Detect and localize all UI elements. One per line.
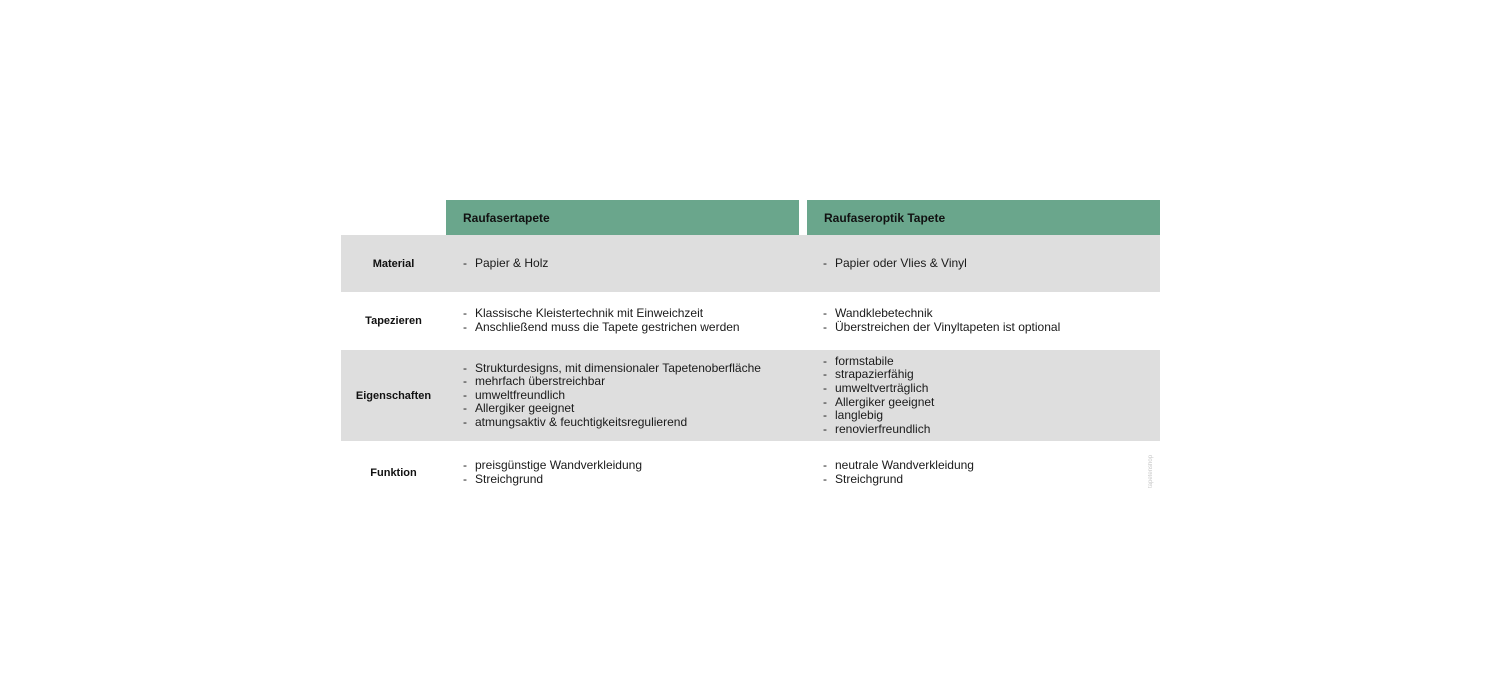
eigenschaften-raufaseroptik-cell <box>823 350 1153 441</box>
bullet-dash: - <box>823 408 827 423</box>
bullet-dash: - <box>823 367 827 382</box>
bullet-dash: - <box>823 458 827 473</box>
list-item-text: strapazierfähig <box>835 367 914 382</box>
bullet-dash: - <box>823 306 827 321</box>
bullet-dash: - <box>463 401 467 416</box>
list-item-text: Streichgrund <box>835 472 904 486</box>
table-header-row <box>341 200 1160 235</box>
list-item-text: umweltverträglich <box>835 380 929 395</box>
list-item-text: Anschließend muss die Tapete gestrichen werden <box>475 320 740 334</box>
bullet-dash: - <box>823 421 827 436</box>
comparison-table <box>341 200 1160 505</box>
tapezieren-raufaseroptik-cell <box>823 292 1153 350</box>
table-row-funktion <box>341 441 1160 505</box>
table-row-eigenschaften <box>341 350 1160 441</box>
material-raufaseroptik-cell <box>823 235 1153 292</box>
list-item <box>823 368 1153 382</box>
list-item <box>823 321 1153 335</box>
bullet-dash: - <box>823 394 827 409</box>
funktion-raufaseroptik-cell <box>823 441 1153 505</box>
funktion-raufaser-cell <box>463 441 803 505</box>
list-item <box>823 257 1153 271</box>
list-item-text: formstabile <box>835 353 894 368</box>
list-item-text: Strukturdesigns, mit dimensionaler Tapetenoberfläche <box>475 360 761 375</box>
watermark: tapetenshop <box>1148 454 1154 488</box>
list-item <box>823 459 1153 473</box>
bullet-dash: - <box>463 387 467 402</box>
list-item <box>823 382 1153 396</box>
tapezieren-raufaser-cell <box>463 292 803 350</box>
bullet-dash: - <box>823 353 827 368</box>
list-item-text: Papier oder Vlies & Vinyl <box>835 255 967 270</box>
list-item-text: preisgünstige Wandverkleidung <box>475 458 642 473</box>
list-item-text: Allergiker geeignet <box>475 401 575 416</box>
list-item-text: atmungsaktiv & feuchtigkeitsregulierend <box>475 414 688 429</box>
list-item <box>463 307 803 321</box>
row-label-funktion: Funktion <box>370 467 417 479</box>
table-row-material <box>341 235 1160 292</box>
list-item <box>823 355 1153 369</box>
list-item <box>823 423 1153 437</box>
bullet-dash: - <box>823 472 827 486</box>
material-raufaser-cell <box>463 235 803 292</box>
list-item <box>463 473 803 487</box>
list-item <box>823 307 1153 321</box>
eigenschaften-raufaser-cell <box>463 350 803 441</box>
table-row-tapezieren <box>341 292 1160 350</box>
list-item <box>463 389 803 403</box>
bullet-dash: - <box>823 320 827 334</box>
list-item <box>823 396 1153 410</box>
list-item-text: Klassische Kleistertechnik mit Einweichzeit <box>475 306 704 321</box>
row-label-material: Material <box>372 257 415 270</box>
bullet-dash: - <box>463 255 467 270</box>
bullet-dash: - <box>463 306 467 321</box>
list-item <box>463 321 803 335</box>
bullet-dash: - <box>463 414 467 429</box>
list-item <box>463 402 803 416</box>
list-item <box>463 459 803 473</box>
list-item <box>823 473 1153 487</box>
list-item <box>463 375 803 389</box>
bullet-dash: - <box>463 472 467 486</box>
header-raufaseroptik-tapete: Raufaseroptik Tapete <box>807 200 1160 235</box>
bullet-dash: - <box>463 320 467 334</box>
list-item <box>463 362 803 376</box>
header-raufasertapete: Raufasertapete <box>446 200 799 235</box>
list-item-text: mehrfach überstreichbar <box>475 374 606 389</box>
bullet-dash: - <box>463 374 467 389</box>
bullet-dash: - <box>463 360 467 375</box>
list-item <box>463 416 803 430</box>
list-item-text: renovierfreundlich <box>835 421 931 436</box>
row-label-tapezieren: Tapezieren <box>365 315 422 327</box>
row-label-eigenschaften: Eigenschaften <box>355 389 432 402</box>
list-item-text: Allergiker geeignet <box>835 394 935 409</box>
list-item-text: Papier & Holz <box>475 255 549 270</box>
bullet-dash: - <box>823 255 827 270</box>
list-item-text: Streichgrund <box>475 472 544 486</box>
list-item-text: neutrale Wandverkleidung <box>835 458 974 473</box>
list-item-text: langlebig <box>835 408 884 423</box>
list-item-text: Wandklebetechnik <box>835 306 933 321</box>
list-item-text: umweltfreundlich <box>475 387 566 402</box>
bullet-dash: - <box>463 458 467 473</box>
bullet-dash: - <box>823 380 827 395</box>
list-item <box>463 257 803 271</box>
list-item <box>823 409 1153 423</box>
list-item-text: Überstreichen der Vinyltapeten ist optional <box>835 320 1061 334</box>
